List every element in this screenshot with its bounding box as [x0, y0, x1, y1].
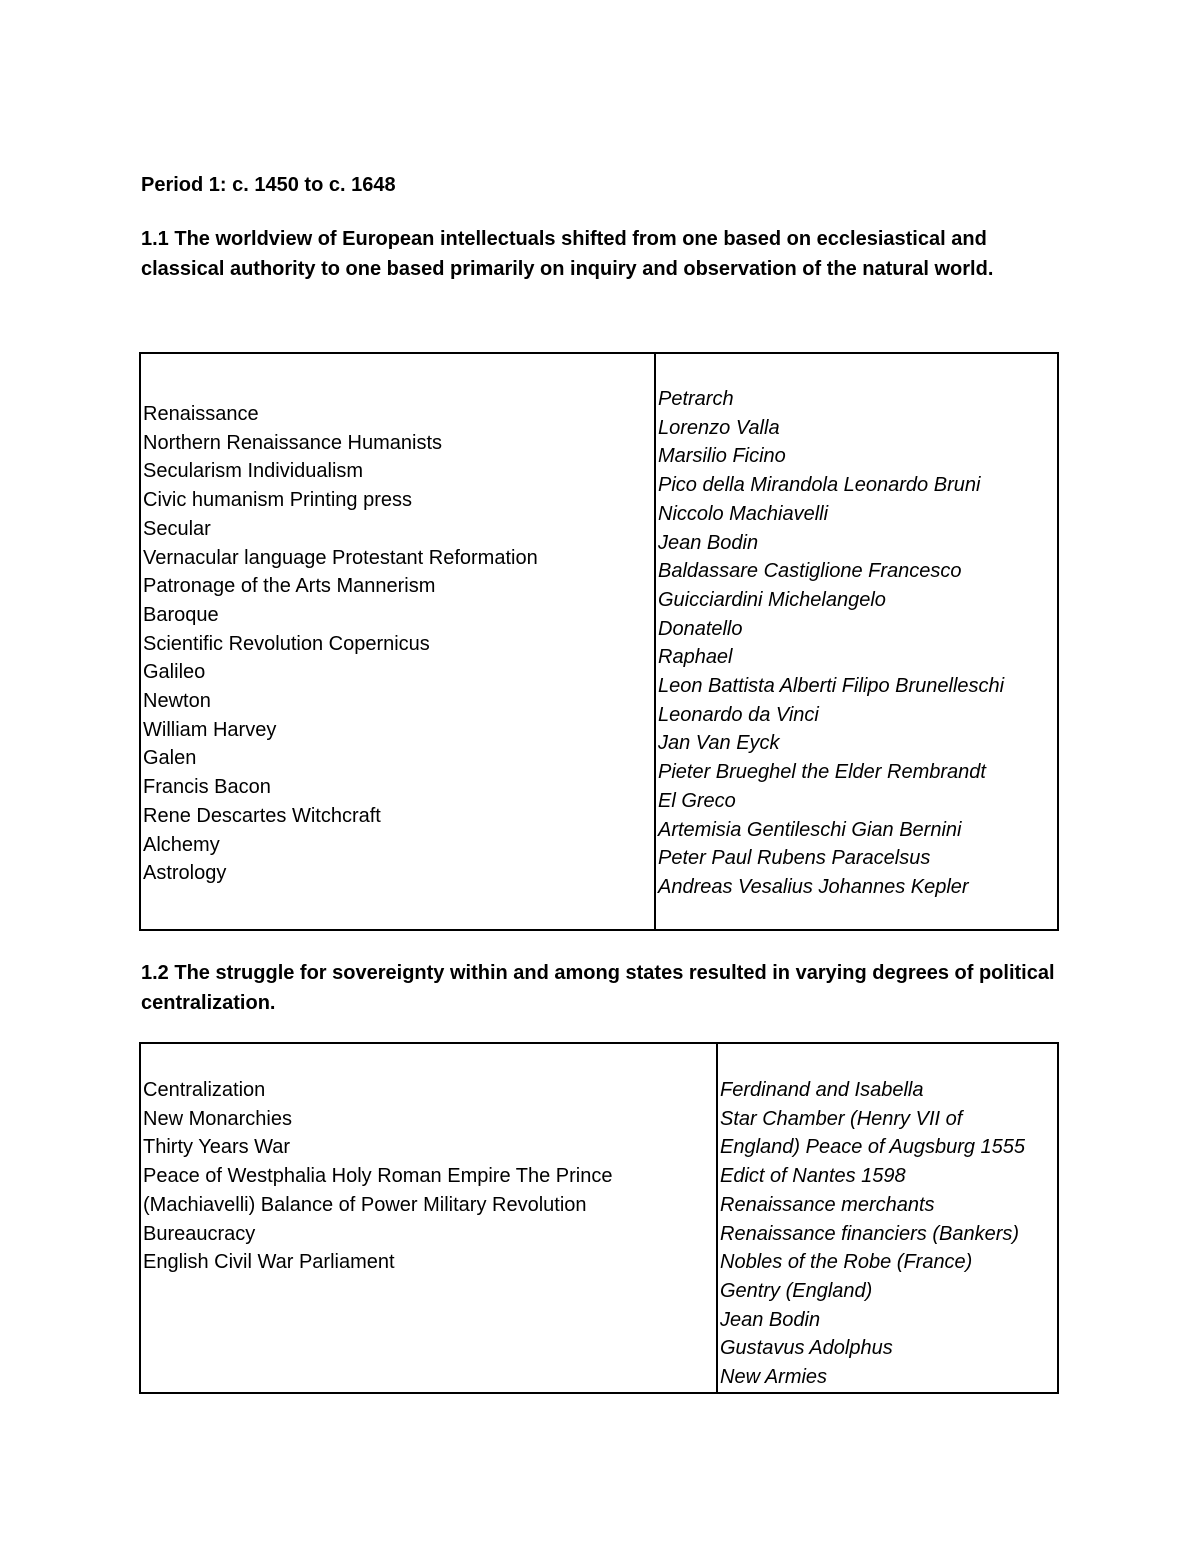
list-item: Renaissance financiers (Bankers) — [720, 1222, 1020, 1245]
list-item: Vernacular language Protestant Reformation — [143, 546, 538, 569]
list-item: Edict of Nantes 1598 — [720, 1165, 906, 1188]
list-item: Raphael — [658, 646, 733, 669]
list-item: Pico della Mirandola Leonardo Bruni — [658, 474, 981, 497]
section-1-1-heading: 1.1 The worldview of European intellectuals shifted from one based on ecclesiastical and classical authority to one based primarily on inquiry and observation of the natural world. — [141, 228, 994, 280]
list-item: Nobles of the Robe (France) — [720, 1251, 973, 1274]
period-title: Period 1: c. 1450 to c. 1648 — [141, 174, 396, 196]
list-item: William Harvey — [143, 718, 277, 741]
list-item: Jan Van Eyck — [658, 732, 780, 755]
section-1-2-concepts-cell — [140, 1043, 717, 1393]
section-1-2-heading: 1.2 The struggle for sovereignty within and among states resulted in varying degrees of political centralization. — [141, 962, 1055, 1014]
list-item: Guicciardini Michelangelo — [658, 588, 886, 611]
list-item: Peter Paul Rubens Paracelsus — [658, 847, 931, 870]
list-item: Star Chamber (Henry VII of — [720, 1107, 963, 1130]
list-item: Secular — [143, 517, 211, 540]
list-item: Galen — [143, 747, 197, 770]
list-item: Donatello — [658, 617, 743, 640]
list-item: Rene Descartes Witchcraft — [143, 804, 381, 827]
list-item: English Civil War Parliament — [143, 1251, 395, 1274]
section-1-1-people-list — [656, 354, 1057, 902]
list-item: Scientific Revolution Copernicus — [143, 632, 430, 655]
section-1-2-concepts-list — [141, 1044, 716, 1277]
list-item: Marsilio Ficino — [658, 445, 786, 468]
list-item: Jean Bodin — [658, 531, 759, 554]
list-item: Northern Renaissance Humanists — [143, 431, 443, 454]
list-item: Andreas Vesalius Johannes Kepler — [658, 875, 969, 898]
list-item: Galileo — [143, 661, 206, 684]
list-item: Artemisia Gentileschi Gian Bernini — [658, 818, 962, 841]
list-item: Thirty Years War — [143, 1136, 291, 1159]
section-1-1-concepts-list — [141, 354, 654, 888]
list-item: Astrology — [143, 862, 227, 885]
list-item: England) Peace of Augsburg 1555 — [720, 1136, 1026, 1159]
list-item: El Greco — [658, 789, 736, 812]
list-item: Lorenzo Valla — [658, 416, 780, 439]
list-item: Secularism Individualism — [143, 460, 364, 483]
section-1-1-people-cell — [655, 353, 1058, 930]
list-item: Renaissance merchants — [720, 1193, 935, 1216]
list-item: New Monarchies — [143, 1107, 292, 1130]
list-item: Pieter Brueghel the Elder Rembrandt — [658, 761, 986, 784]
list-item: Jean Bodin — [720, 1308, 821, 1331]
section-1-2-table — [139, 1042, 1059, 1394]
section-1-1-table — [139, 352, 1059, 931]
list-item: Civic humanism Printing press — [143, 489, 412, 512]
section-1-2-people-list — [718, 1044, 1057, 1392]
list-item: Alchemy — [143, 833, 220, 856]
list-item: Bureaucracy — [143, 1222, 256, 1245]
list-item: Francis Bacon — [143, 776, 271, 799]
list-item: Ferdinand and Isabella — [720, 1079, 924, 1101]
list-item: (Machiavelli) Balance of Power Military Revolution — [143, 1193, 587, 1216]
list-item: Renaissance — [143, 403, 259, 425]
list-item: Peace of Westphalia Holy Roman Empire The Prince — [143, 1165, 613, 1188]
list-item: Patronage of the Arts Mannerism — [143, 575, 436, 598]
list-item: Baroque — [143, 603, 219, 626]
section-1-2-people-cell — [717, 1043, 1058, 1393]
list-item: Baldassare Castiglione Francesco — [658, 560, 962, 583]
section-1-1-concepts-cell — [140, 353, 655, 930]
list-item: Newton — [143, 690, 211, 713]
list-item: Leonardo da Vinci — [658, 703, 819, 726]
list-item: Gustavus Adolphus — [720, 1337, 893, 1360]
list-item: Leon Battista Alberti Filipo Brunelleschi — [658, 675, 1005, 698]
list-item: Petrarch — [658, 388, 734, 410]
list-item: Centralization — [143, 1079, 266, 1101]
list-item: Niccolo Machiavelli — [658, 502, 829, 525]
list-item: Gentry (England) — [720, 1279, 873, 1302]
list-item: New Armies — [720, 1366, 828, 1389]
